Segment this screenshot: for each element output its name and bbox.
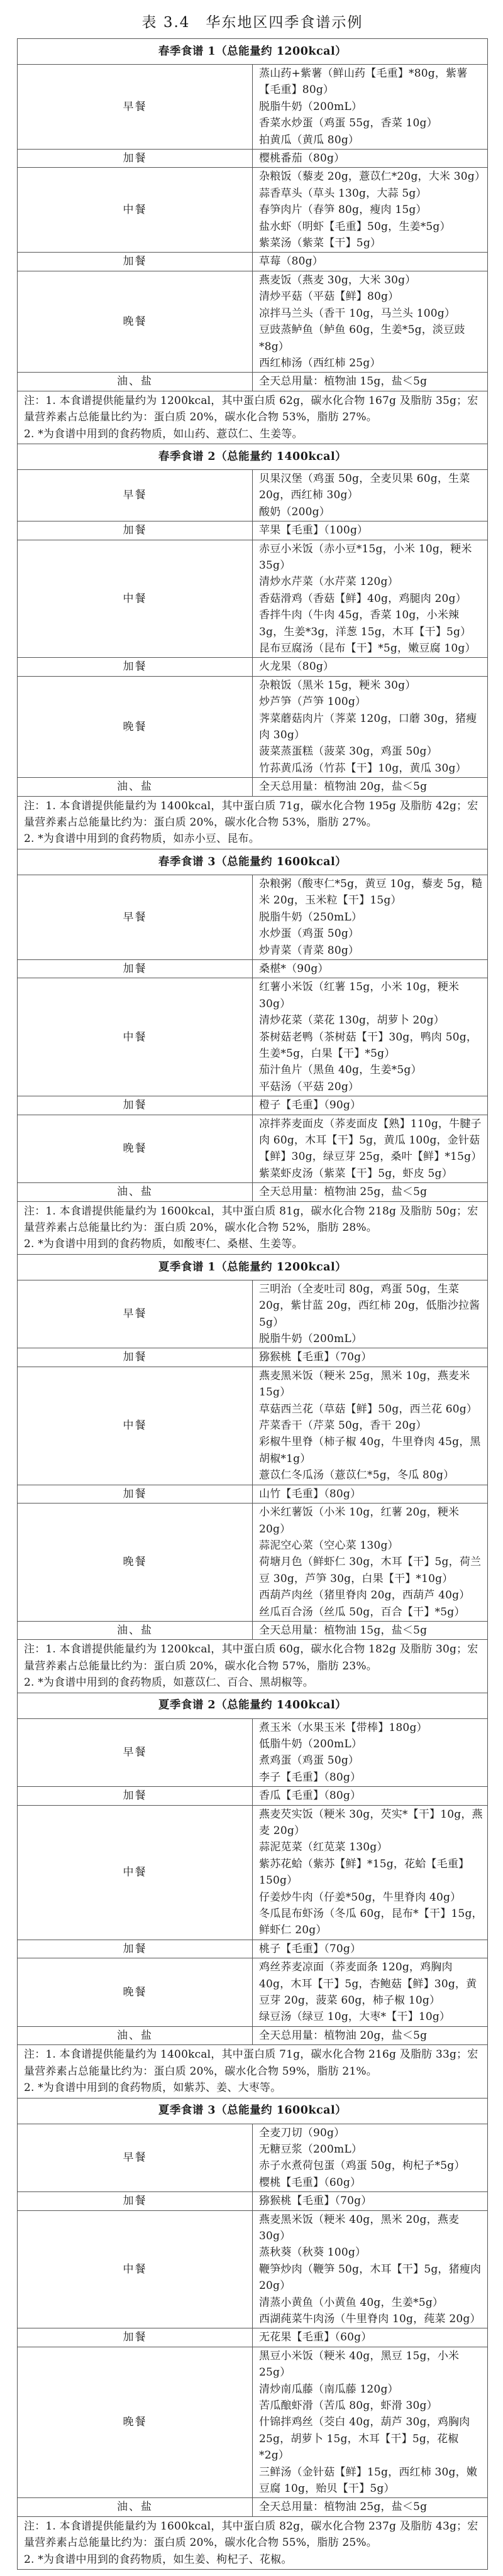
- note-line: 注：1. 本食谱提供能量约为 1200kcal，其中蛋白质 60g，碳水化合物 182g 及脂肪 30g；宏量营养素占总能量比约为：蛋白质 20%，碳水化合物 57%，脂肪 23%。: [24, 1643, 478, 1673]
- meal-items-cell: [253, 168, 488, 253]
- dish-item: 草莓（80g）: [259, 255, 323, 268]
- menu-section-header: 夏季食谱 2（总能量约 1400kcal）: [18, 1693, 488, 1718]
- dish-item: 脱脂牛奶（200mL）: [259, 1333, 363, 1346]
- meal-row: [18, 2210, 488, 2328]
- menu-notes-row: [18, 1201, 488, 1254]
- meal-row: [18, 1805, 488, 1940]
- meal-label: 油、盐: [18, 373, 253, 391]
- dish-item: 赤子水煮荷包蛋（鸡蛋 50g，枸杞子*5g）: [259, 2159, 465, 2173]
- meal-row: [18, 540, 488, 658]
- menu-notes: [18, 1201, 488, 1254]
- dish-item: 蒸秋葵（秋葵 100g）: [259, 2246, 367, 2259]
- menu-table-body: [18, 39, 488, 2570]
- meal-row: [18, 2328, 488, 2347]
- meal-items-cell: [253, 1183, 488, 1201]
- menu-section-header-row: [18, 39, 488, 65]
- meal-row: [18, 1504, 488, 1622]
- meal-items-cell: [253, 1621, 488, 1639]
- dish-item: 香瓜【毛重】（80g）: [259, 1789, 362, 1803]
- meal-row: [18, 1485, 488, 1503]
- dish-item: 仔姜炒牛肉（仔姜*50g，牛里脊肉 40g）: [259, 1891, 462, 1904]
- dish-item: 低脂牛奶（200mL）: [259, 1737, 363, 1750]
- meal-label: 加餐: [18, 1787, 253, 1805]
- meal-items-cell: [253, 1367, 488, 1485]
- dish-item: 杂粮粥（酸枣仁*5g，黄豆 10g，藜麦 5g，糙米 20g，玉米粒【干】15g）: [259, 877, 483, 907]
- dish-item: 菠菜蒸蛋糕（菠菜 30g，鸡蛋 50g）: [259, 745, 438, 758]
- meal-label: 中餐: [18, 168, 253, 253]
- dish-item: 三鲜汤（金针菇【鲜】15g，西红柿 30g，嫩豆腐 10g，贻贝【干】5g）: [259, 2465, 478, 2496]
- dish-item: 桑椹*（90g）: [259, 962, 329, 975]
- menu-notes-row: [18, 796, 488, 849]
- menu-notes-row: [18, 1640, 488, 1693]
- meal-items-cell: [253, 1958, 488, 2027]
- dish-item: 李子【毛重】（80g）: [259, 1771, 362, 1784]
- meal-row: [18, 1787, 488, 1805]
- meal-label: 加餐: [18, 1096, 253, 1115]
- dish-item: 全天总用量：植物油 25g，盐＜5g: [259, 1186, 428, 1199]
- dish-item: 炒芦笋（芦笋 100g）: [259, 696, 367, 709]
- meal-row: [18, 959, 488, 978]
- note-line: 2. *为食谱中用到的食药物质，如紫苏、姜、大枣等。: [24, 2082, 282, 2095]
- meal-items-cell: [253, 1115, 488, 1183]
- menu-section-header-row: [18, 2098, 488, 2124]
- meal-row: [18, 1348, 488, 1367]
- meal-label: 中餐: [18, 540, 253, 658]
- note-line: 2. *为食谱中用到的食药物质，如薏苡仁、百合、黑胡椒等。: [24, 1676, 314, 1689]
- dish-item: 全天总用量：植物油 25g，盐＜5g: [259, 2501, 428, 2514]
- meal-items-cell: [253, 2026, 488, 2044]
- dish-item: 凉拌马兰头（香干 10g，马兰头 100g）: [259, 307, 456, 320]
- meal-label: 油、盐: [18, 2026, 253, 2044]
- meal-label: 晚餐: [18, 2347, 253, 2498]
- menu-section-header-row: [18, 1693, 488, 1718]
- meal-items-cell: [253, 1280, 488, 1348]
- meal-row: [18, 373, 488, 391]
- meal-label: 油、盐: [18, 2498, 253, 2516]
- dish-item: 燕麦黑米饭（粳米 25g，黑米 10g，燕麦米 15g）: [259, 1369, 470, 1399]
- meal-label: 加餐: [18, 253, 253, 271]
- dish-item: 红薯小米饭（红薯 15g，小米 10g，粳米 30g）: [259, 981, 460, 1010]
- dish-item: 燕麦芡实饭（粳米 30g，芡实*【干】10g，燕麦 20g）: [259, 1808, 483, 1837]
- meal-label: 油、盐: [18, 1183, 253, 1201]
- meal-items-cell: [253, 2328, 488, 2347]
- meal-row: [18, 2347, 488, 2498]
- dish-item: 蒜泥苋菜（红苋菜 130g）: [259, 1841, 388, 1854]
- meal-items-cell: [253, 1805, 488, 1940]
- dish-item: 凉拌荞麦面皮（荞麦面皮【熟】110g，牛腱子肉 60g，木耳【干】5g，黄瓜 100g，金针菇【鲜】30g，绿豆芽 25g，桑叶【鲜】*15g）: [259, 1117, 482, 1164]
- meal-label: 晚餐: [18, 271, 253, 372]
- dish-item: 紫菜虾皮汤（紫菜【干】5g，虾皮 5g）: [259, 1167, 453, 1180]
- meal-label: 油、盐: [18, 778, 253, 796]
- dish-item: 芹菜香干（芹菜 50g，香干 20g）: [259, 1419, 427, 1433]
- meal-label: 早餐: [18, 65, 253, 150]
- dish-item: 荠菜蘑菇肉片（荠菜 120g，口蘑 30g，猪瘦肉 30g）: [259, 712, 477, 742]
- dish-item: 平菇汤（平菇 20g）: [259, 1080, 360, 1093]
- meal-label: 加餐: [18, 1485, 253, 1503]
- meal-items-cell: [253, 658, 488, 676]
- meal-row: [18, 1718, 488, 1787]
- meal-row: [18, 1940, 488, 1958]
- menu-notes: [18, 391, 488, 444]
- meal-row: [18, 2124, 488, 2192]
- meal-label: 加餐: [18, 2192, 253, 2210]
- dish-item: 鞭笋炒肉（鞭笋 50g，木耳【干】5g，猪瘦肉 20g）: [259, 2262, 482, 2293]
- dish-item: 清炒水芹菜（水芹菜 120g）: [259, 576, 399, 589]
- dish-item: 炒青菜（青菜 80g）: [259, 944, 360, 957]
- meal-items-cell: [253, 778, 488, 796]
- meal-row: [18, 253, 488, 271]
- note-line: 注：1. 本食谱提供能量约为 1600kcal，其中蛋白质 82g，碳水化合物 237g 及脂肪 43g；宏量营养素占总能量比约为：蛋白质 20%，碳水化合物 55%，脂肪 25%。: [24, 2519, 478, 2550]
- menu-section-header: 春季食谱 2（总能量约 1400kcal）: [18, 444, 488, 469]
- dish-item: 樱桃番茄（80g）: [259, 152, 345, 165]
- note-line: 注：1. 本食谱提供能量约为 1400kcal，其中蛋白质 71g，碳水化合物 195g 及脂肪 42g；宏量营养素占总能量比约为：蛋白质 20%，碳水化合物 53%，脂肪 27%。: [24, 799, 478, 829]
- meal-row: [18, 1096, 488, 1115]
- meal-label: 晚餐: [18, 1504, 253, 1622]
- dish-item: 酸奶（200g）: [259, 505, 330, 518]
- meal-label: 早餐: [18, 1718, 253, 1787]
- dish-item: 蒜香草头（草头 130g，大蒜 5g）: [259, 187, 427, 200]
- note-line: 注：1. 本食谱提供能量约为 1400kcal，其中蛋白质 71g，碳水化合物 216g 及脂肪 33g；宏量营养素占总能量比约为：蛋白质 20%，碳水化合物 59%，脂肪 21%。: [24, 2048, 478, 2078]
- meal-label: 晚餐: [18, 676, 253, 777]
- meal-row: [18, 1280, 488, 1348]
- seasonal-menu-table: [17, 38, 488, 2570]
- dish-item: 薏苡仁冬瓜汤（薏苡仁*5g，冬瓜 80g）: [259, 1469, 455, 1482]
- dish-item: 猕猴桃【毛重】（70g）: [259, 2195, 372, 2208]
- meal-label: 早餐: [18, 875, 253, 959]
- dish-item: 清炒南瓜藤（南瓜藤 120g）: [259, 2382, 399, 2396]
- dish-item: 全天总用量：植物油 15g，盐＜5g: [259, 375, 428, 388]
- dish-item: 三明治（全麦吐司 80g，鸡蛋 50g，生菜 20g，紫甘蓝 20g，西红柿 20g，低脂沙拉酱 5g）: [259, 1282, 480, 1329]
- dish-item: 贝果汉堡（鸡蛋 50g，全麦贝果 60g，生菜 20g，西红柿 30g）: [259, 472, 470, 502]
- dish-item: 脱脂牛奶（250mL）: [259, 910, 363, 924]
- dish-item: 香拌牛肉（牛肉 45g，香菜 10g，小米辣 3g，生姜*3g，洋葱 15g，木耳【干】5g）: [259, 609, 472, 638]
- dish-item: 火龙果（80g）: [259, 660, 334, 674]
- menu-notes-row: [18, 391, 488, 444]
- menu-notes: [18, 2516, 488, 2569]
- dish-item: 杂粮饭（藜麦 20g，薏苡仁*20g，大米 30g）: [259, 170, 486, 183]
- dish-item: 黑豆小米饭（粳米 40g，黑豆 15g，小米 25g）: [259, 2349, 460, 2379]
- meal-row: [18, 168, 488, 253]
- dish-item: 香菜水炒蛋（鸡蛋 55g，香菜 10g）: [259, 117, 438, 130]
- menu-notes: [18, 2045, 488, 2098]
- meal-items-cell: [253, 1485, 488, 1503]
- dish-item: 拍黄瓜（黄瓜 80g）: [259, 133, 360, 146]
- meal-row: [18, 150, 488, 168]
- dish-item: 竹荪黄瓜汤（竹荪【干】10g，黄瓜 30g）: [259, 761, 467, 775]
- meal-items-cell: [253, 2347, 488, 2498]
- dish-item: 猕猴桃【毛重】（70g）: [259, 1351, 372, 1364]
- dish-item: 苦瓜酿虾滑（苦瓜 80g，虾滑 30g）: [259, 2399, 438, 2412]
- meal-label: 中餐: [18, 2210, 253, 2328]
- meal-items-cell: [253, 150, 488, 168]
- meal-row: [18, 521, 488, 540]
- meal-items-cell: [253, 521, 488, 540]
- table-title: 表 3.4 华东地区四季食谱示例: [141, 14, 363, 31]
- meal-items-cell: [253, 540, 488, 658]
- meal-items-cell: [253, 469, 488, 521]
- meal-items-cell: [253, 676, 488, 777]
- menu-notes: [18, 796, 488, 849]
- meal-items-cell: [253, 373, 488, 391]
- dish-item: 茶树菇老鸭（茶树菇【干】30g，鸭肉 50g，生姜*5g，白果【干】*5g）: [259, 1030, 478, 1060]
- meal-row: [18, 1367, 488, 1485]
- menu-section-header: 夏季食谱 1（总能量约 1200kcal）: [18, 1254, 488, 1280]
- meal-label: 早餐: [18, 1280, 253, 1348]
- meal-items-cell: [253, 959, 488, 978]
- meal-label: 中餐: [18, 978, 253, 1096]
- dish-item: 全天总用量：植物油 15g，盐＜5g: [259, 1624, 428, 1637]
- dish-item: 草菇西兰花（草菇【鲜】50g，西兰花 60g）: [259, 1402, 478, 1416]
- dish-item: 紫菜汤（紫菜【干】5g）: [259, 237, 382, 250]
- dish-item: 彩椒牛里脊（柿子椒 40g，牛里脊肉 45g，黑胡椒*1g）: [259, 1436, 481, 1465]
- dish-item: 丝瓜百合汤（丝瓜 50g，百合【干】*5g）: [259, 1605, 465, 1618]
- dish-item: 冬瓜昆布虾汤（冬瓜 60g，昆布*【干】15g，鲜虾仁 20g）: [259, 1907, 483, 1937]
- meal-items-cell: [253, 1348, 488, 1367]
- menu-section-header-row: [18, 849, 488, 875]
- meal-items-cell: [253, 1504, 488, 1622]
- meal-label: 晚餐: [18, 1115, 253, 1183]
- dish-item: 茄汁鱼片（黑鱼 40g，生姜*5g）: [259, 1064, 422, 1077]
- meal-label: 加餐: [18, 658, 253, 676]
- meal-row: [18, 1115, 488, 1183]
- meal-row: [18, 2498, 488, 2516]
- meal-row: [18, 1183, 488, 1201]
- dish-item: 清蒸小黄鱼（小黄鱼 40g，生姜*5g）: [259, 2296, 444, 2309]
- dish-item: 什锦拌鸡丝（茭白 40g，葫芦 30g，鸡胸肉 25g，胡萝卜 15g，木耳【干】5g，花椒*2g）: [259, 2416, 470, 2462]
- menu-notes-row: [18, 2516, 488, 2569]
- meal-items-cell: [253, 1718, 488, 1787]
- dish-item: 春笋肉片（春笋 80g，瘦肉 15g）: [259, 204, 427, 217]
- dish-item: 荷塘月色（鲜虾仁 30g，木耳【干】5g，荷兰豆 30g，芦笋 30g，白果【干】*10g）: [259, 1556, 482, 1585]
- dish-item: 山竹【毛重】（80g）: [259, 1487, 362, 1500]
- dish-item: 西葫芦肉丝（猪里脊肉 20g，西葫芦 40g）: [259, 1589, 470, 1602]
- meal-label: 加餐: [18, 521, 253, 540]
- meal-label: 加餐: [18, 150, 253, 168]
- dish-item: 水炒蛋（鸡蛋 50g）: [259, 927, 360, 941]
- note-line: 2. *为食谱中用到的食药物质，如赤小豆、昆布。: [24, 832, 260, 846]
- meal-items-cell: [253, 1787, 488, 1805]
- dish-item: 香菇滑鸡（香菇【鲜】40g，鸡腿肉 20g）: [259, 592, 467, 605]
- meal-items-cell: [253, 271, 488, 372]
- meal-label: 加餐: [18, 1940, 253, 1958]
- meal-label: 早餐: [18, 2124, 253, 2192]
- meal-label: 加餐: [18, 1348, 253, 1367]
- dish-item: 无糖豆浆（200mL）: [259, 2142, 363, 2156]
- menu-section-header: 春季食谱 1（总能量约 1200kcal）: [18, 39, 488, 65]
- menu-notes-row: [18, 2045, 488, 2098]
- note-line: 2. *为食谱中用到的食药物质，如山药、薏苡仁、生姜等。: [24, 427, 303, 440]
- dish-item: 小米红薯饭（小米 10g，红薯 20g，粳米 20g）: [259, 1506, 460, 1536]
- meal-items-cell: [253, 1940, 488, 1958]
- dish-item: 昆布豆腐汤（昆布【干】*5g，嫩豆腐 10g）: [259, 642, 476, 655]
- meal-row: [18, 2026, 488, 2044]
- meal-items-cell: [253, 2124, 488, 2192]
- dish-item: 燕麦黑米饭（粳米 40g，黑米 20g，燕麦 30g）: [259, 2213, 460, 2242]
- meal-label: 油、盐: [18, 1621, 253, 1639]
- dish-item: 煮鸡蛋（鸡蛋 50g）: [259, 1754, 360, 1767]
- meal-row: [18, 271, 488, 372]
- meal-label: 中餐: [18, 1805, 253, 1940]
- meal-row: [18, 65, 488, 150]
- menu-section-header: 夏季食谱 3（总能量约 1600kcal）: [18, 2098, 488, 2124]
- menu-notes: [18, 1640, 488, 1693]
- dish-item: 苹果【毛重】（100g）: [259, 524, 368, 537]
- meal-items-cell: [253, 875, 488, 959]
- meal-row: [18, 2192, 488, 2210]
- meal-row: [18, 1621, 488, 1639]
- meal-items-cell: [253, 2210, 488, 2328]
- dish-item: 赤豆小米饭（赤小豆*15g，小米 10g，粳米 35g）: [259, 542, 472, 572]
- meal-label: 中餐: [18, 1367, 253, 1485]
- meal-items-cell: [253, 2498, 488, 2516]
- dish-item: 桃子【毛重】（70g）: [259, 1942, 362, 1955]
- meal-items-cell: [253, 253, 488, 271]
- meal-row: [18, 676, 488, 777]
- dish-item: 豆豉蒸鲈鱼（鲈鱼 60g，生姜*5g，淡豆豉*8g）: [259, 324, 465, 353]
- dish-item: 紫苏花蛤（紫苏【鲜】*15g，花蛤【毛重】150g）: [259, 1857, 470, 1887]
- meal-items-cell: [253, 65, 488, 150]
- dish-item: 绿豆汤（绿豆 10g，大枣*【干】10g）: [259, 2011, 451, 2024]
- meal-row: [18, 658, 488, 676]
- dish-item: 西红柿汤（西红柿 25g）: [259, 356, 381, 369]
- dish-item: 鸡丝荞麦凉面（荞麦面条 120g，鸡胸肉 40g，木耳【干】5g，杏鲍菇【鲜】30g，黄豆芽 20g，菠菜 60g，柿子椒 10g）: [259, 1961, 477, 2007]
- meal-row: [18, 1958, 488, 2027]
- note-line: 注：1. 本食谱提供能量约为 1600kcal，其中蛋白质 81g，碳水化合物 218g 及脂肪 50g；宏量营养素占总能量比约为：蛋白质 20%，碳水化合物 52%，脂肪 28%。: [24, 1204, 478, 1234]
- dish-item: 杂粮饭（黑米 15g，粳米 30g）: [259, 679, 416, 692]
- dish-item: 全麦刀切（90g）: [259, 2126, 345, 2139]
- meal-row: [18, 875, 488, 959]
- dish-item: 煮玉米（水果玉米【带棒】180g）: [259, 1721, 428, 1734]
- meal-row: [18, 469, 488, 521]
- dish-item: 蒜泥空心菜（空心菜 130g）: [259, 1539, 399, 1552]
- meal-label: 晚餐: [18, 1958, 253, 2027]
- dish-item: 蒸山药+紫薯（鲜山药【毛重】*80g，紫薯【毛重】80g）: [259, 67, 468, 97]
- meal-row: [18, 778, 488, 796]
- meal-label: 加餐: [18, 959, 253, 978]
- menu-section-header-row: [18, 444, 488, 469]
- dish-item: 全天总用量：植物油 20g，盐＜5g: [259, 2029, 428, 2042]
- meal-items-cell: [253, 978, 488, 1096]
- dish-item: 樱桃【毛重】（60g）: [259, 2176, 362, 2189]
- dish-item: 清炒花菜（菜花 130g，胡萝卜 20g）: [259, 1014, 445, 1027]
- meal-row: [18, 978, 488, 1096]
- dish-item: 清炒平菇（平菇【鲜】80g）: [259, 290, 399, 303]
- dish-item: 橙子【毛重】（90g）: [259, 1099, 362, 1112]
- dish-item: 盐水虾（明虾【毛重】50g，生姜*5g）: [259, 220, 451, 233]
- dish-item: 燕麦饭（燕麦 30g，大米 30g）: [259, 273, 416, 287]
- note-line: 注：1. 本食谱提供能量约为 1200kcal，其中蛋白质 62g，碳水化合物 167g 及脂肪 35g；宏量营养素占总能量比约为：蛋白质 20%，碳水化合物 53%，脂肪 27%。: [24, 394, 478, 424]
- dish-item: 全天总用量：植物油 20g，盐＜5g: [259, 780, 428, 794]
- dish-item: 西湖莼菜牛肉汤（牛里脊肉 10g，莼菜 20g）: [259, 2312, 481, 2325]
- note-line: 2. *为食谱中用到的食药物质，如酸枣仁、桑椹、生姜等。: [24, 1238, 303, 1251]
- note-line: 2. *为食谱中用到的食药物质，如生姜、枸杞子、花椒。: [24, 2553, 292, 2566]
- meal-items-cell: [253, 1096, 488, 1115]
- menu-section-header-row: [18, 1254, 488, 1280]
- dish-item: 脱脂牛奶（200mL）: [259, 100, 363, 113]
- meal-items-cell: [253, 2192, 488, 2210]
- meal-label: 早餐: [18, 469, 253, 521]
- meal-label: 加餐: [18, 2328, 253, 2347]
- menu-section-header: 春季食谱 3（总能量约 1600kcal）: [18, 849, 488, 875]
- dish-item: 无花果【毛重】（60g）: [259, 2331, 372, 2344]
